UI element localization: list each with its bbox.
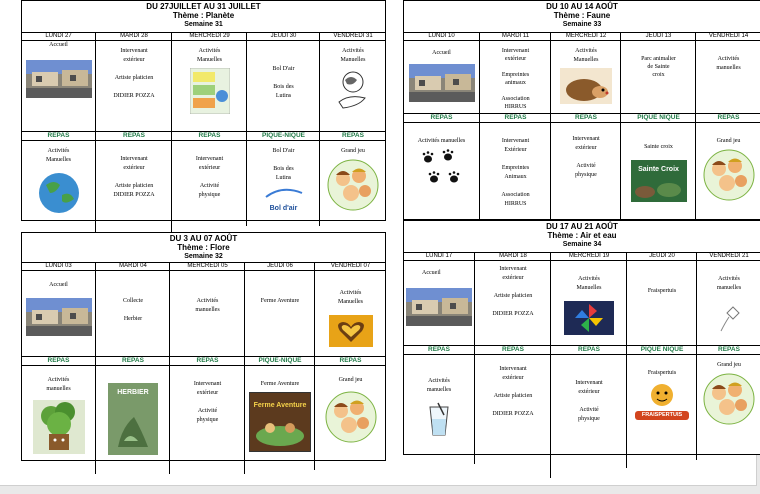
meal-label: REPAS [319, 131, 386, 141]
activity-cell [550, 41, 621, 117]
cell-line: Bois des [273, 166, 294, 172]
cell-line: Herbier [123, 316, 143, 322]
week-dates: DU 17 AU 21 AOÛT [546, 222, 618, 231]
kite-icon [717, 305, 741, 333]
cell-line: Accueil [49, 42, 68, 48]
day-header: JEUDI 30 [246, 32, 320, 41]
cell-line: Intervenant [195, 156, 224, 162]
ferme-aventure-logo-text: Ferme Aventure [253, 402, 307, 409]
hand-earth-icon [335, 68, 371, 110]
cell-line: Activités [718, 276, 740, 282]
week-theme: Thème : Faune [553, 11, 611, 20]
cell-line: Artiste platicien [493, 293, 533, 299]
week-31-table [21, 0, 386, 221]
fraispertuis-logo [635, 381, 689, 421]
poster-image [190, 68, 230, 114]
cell-line: Manuelles [340, 57, 366, 63]
cell-line [170, 398, 245, 407]
day-header: LUNDI 10 [404, 32, 479, 41]
cell-line: Intervenant [572, 136, 600, 142]
cell-line: Activités [428, 378, 450, 384]
week-header [22, 1, 385, 33]
activity-cell [474, 355, 551, 464]
kids-group-image [327, 159, 379, 211]
activity-cell [22, 366, 95, 470]
activity-cell [95, 141, 172, 234]
cell-line: Manuelles [338, 299, 363, 305]
activity-cell [695, 123, 760, 233]
cell-line: Activités [578, 276, 600, 282]
cell-line: Manuelles [197, 57, 222, 63]
cell-line [96, 65, 172, 74]
activity-cell [171, 41, 247, 135]
cell-line: Activités [196, 298, 219, 304]
cell-line: physique [196, 417, 219, 423]
kids-group-image [703, 373, 755, 425]
week-theme: Thème : Flore [177, 243, 230, 252]
week-dates: DU 27JUILLET AU 31 JUILLET [146, 2, 261, 11]
cell-line: Manuelles [46, 157, 71, 163]
cell-line: Activités [717, 56, 740, 62]
cell-line [172, 173, 247, 182]
day-header: LUNDI 03 [22, 262, 95, 271]
cell-line: extérieur [123, 57, 145, 63]
activity-cell [319, 41, 386, 135]
cell-line: Grand jeu [341, 148, 365, 154]
cell-line: extérieur [502, 275, 524, 281]
day-header: MARDI 04 [95, 262, 170, 271]
cell-line: Activité [579, 407, 599, 413]
cell-line: DIDIER POZZA [492, 311, 534, 317]
week-header [22, 233, 385, 263]
day-header: MARDI 11 [479, 32, 551, 41]
cell-line: Accueil [422, 270, 441, 276]
cell-line: physique [575, 172, 597, 178]
day-header: MARDI 18 [474, 252, 551, 261]
activity-cell [22, 141, 95, 226]
cell-line: DIDIER POZZA [492, 411, 534, 417]
cell-line: Extérieur [504, 147, 527, 153]
cell-line [247, 74, 320, 83]
day-header: MERCREDI 19 [550, 252, 627, 261]
activity-cell [550, 355, 627, 478]
day-header: MARDI 28 [95, 32, 172, 41]
cell-line: Association [501, 192, 530, 198]
activity-cell [246, 141, 320, 226]
activity-cell [696, 261, 760, 356]
activity-cell [171, 141, 247, 234]
week-header [404, 221, 760, 253]
cell-line: Activités [342, 48, 364, 54]
meal-label: REPAS [169, 356, 245, 366]
cell-line: Fraispertuis [647, 288, 677, 294]
cell-line: Lutins [275, 175, 292, 181]
school-building-image [406, 288, 472, 326]
meal-label: REPAS [474, 345, 551, 355]
cell-line: croix [652, 72, 665, 78]
meal-label: REPAS [695, 113, 760, 123]
cell-line: Intervenant [193, 381, 222, 387]
cell-line: Grand jeu [716, 138, 741, 144]
cell-line: Activité [576, 163, 596, 169]
week-theme: Thème : Planète [172, 11, 235, 20]
activity-cell [696, 355, 760, 460]
cell-line: Artiste platicien [493, 393, 533, 399]
cell-line: Activité [197, 408, 218, 414]
cell-line [480, 182, 551, 191]
cell-line: Accueil [49, 282, 68, 288]
week-theme: Thème : Air et eau [547, 231, 617, 240]
activity-cell [404, 123, 479, 233]
cell-line: Empreintes [501, 72, 530, 78]
cell-line: HIRRUS [504, 104, 527, 110]
meal-label: PIQUE-NIQUE [244, 356, 315, 366]
cell-line: extérieur [196, 390, 219, 396]
day-header: LUNDI 17 [404, 252, 474, 261]
week-number: Semaine 32 [184, 253, 223, 260]
day-header: MERCREDI 29 [171, 32, 247, 41]
activity-cell [314, 366, 386, 470]
cell-line: Association [501, 96, 530, 102]
cell-line: Accueil [432, 50, 451, 56]
sunflower-heart-image [329, 315, 373, 347]
week-number: Semaine 31 [184, 21, 223, 28]
cell-line [96, 306, 170, 315]
cell-line: Intervenant [499, 366, 527, 372]
cell-line: Grand jeu [338, 377, 363, 383]
day-header: JEUDI 13 [620, 32, 696, 41]
cell-line: Intervenant [499, 266, 527, 272]
meal-label: REPAS [22, 356, 95, 366]
day-header: LUNDI 27 [22, 32, 95, 41]
cell-line: Ferme Aventure [260, 298, 300, 304]
meal-label: REPAS [95, 356, 170, 366]
activity-cell [474, 261, 551, 346]
sainte-croix-logo [631, 160, 687, 202]
cell-line: Intervenant [120, 156, 148, 162]
day-header: VENDREDI 21 [696, 252, 760, 261]
activity-cell [169, 366, 245, 474]
globe-icon [36, 171, 82, 215]
activity-cell [319, 141, 386, 226]
cell-line: Activités [47, 148, 70, 154]
activity-cell [550, 261, 627, 356]
cell-line: Activités [47, 377, 70, 383]
cell-line: Bol D'air [272, 148, 295, 154]
cell-line: DIDIER POZZA [113, 93, 155, 99]
meal-label: REPAS [404, 113, 479, 123]
school-building-image [26, 298, 92, 336]
cell-line: Artiste platicien [114, 75, 154, 81]
cell-line: manuelles [46, 386, 71, 392]
cell-line: extérieur [504, 56, 527, 62]
cell-line: manuelles [716, 65, 741, 71]
cell-line: Grand jeu [717, 362, 741, 368]
activity-cell [95, 366, 170, 474]
cell-line [480, 87, 551, 95]
week-header [404, 1, 760, 33]
meal-label: REPAS [550, 113, 621, 123]
cell-line: extérieur [575, 145, 597, 151]
day-header: VENDREDI 14 [695, 32, 760, 41]
cell-line: Activités [198, 48, 221, 54]
day-header: VENDREDI 31 [319, 32, 386, 41]
meal-label: PIQUE-NIQUE [246, 131, 320, 141]
activity-cell [22, 41, 95, 129]
cell-line [475, 301, 551, 310]
activity-cell [626, 355, 697, 468]
cell-line: DIDIER POZZA [113, 192, 155, 198]
cell-line: Intervenant [120, 48, 148, 54]
cell-line: extérieur [123, 165, 145, 171]
cell-line: Intervenant [501, 48, 530, 54]
cell-line [480, 63, 551, 71]
meal-label: REPAS [479, 113, 551, 123]
cell-line: manuelles [716, 285, 742, 291]
ferme-aventure-logo [249, 392, 311, 452]
meal-label: REPAS [550, 345, 627, 355]
meal-label: PIQUE NIQUE [620, 113, 696, 123]
cell-line [247, 156, 320, 165]
cell-line: Activités [575, 48, 597, 54]
cell-line: Manuelles [576, 285, 602, 291]
meal-label: REPAS [696, 345, 760, 355]
plant-pot-image [33, 400, 85, 454]
cell-line: physique [578, 416, 600, 422]
activity-cell [404, 41, 479, 119]
meal-label: PIQUE NIQUE [626, 345, 697, 355]
activity-cell [404, 355, 474, 476]
school-building-image [409, 64, 475, 102]
cell-line: Activités [339, 290, 362, 296]
activity-cell [244, 366, 315, 474]
cell-line: extérieur [578, 389, 600, 395]
cell-line: Artiste platicien [114, 183, 154, 189]
day-header: MERCREDI 12 [550, 32, 621, 41]
cell-line: Animaux [504, 174, 527, 180]
activity-cell [95, 41, 172, 135]
cell-line: Ferme Aventure [260, 381, 300, 387]
cell-line: Activités manuelles [417, 138, 466, 144]
cell-line: Intervenant [575, 380, 603, 386]
activity-cell [479, 123, 551, 233]
cell-line: Empreintes [501, 165, 530, 171]
week-33-table [403, 0, 760, 220]
week-dates: DU 3 AU 07 AOÛT [169, 234, 238, 243]
cell-line: animaux [505, 80, 526, 86]
meal-label: REPAS [314, 356, 386, 366]
sainte-croix-logo-text: Sainte Croix [638, 166, 679, 173]
activity-cell [22, 271, 95, 365]
bol-dair-logo-text: Bol d'air [269, 205, 298, 211]
cell-line [96, 83, 172, 92]
hedgehog-image [560, 68, 612, 104]
day-header: VENDREDI 07 [314, 262, 386, 271]
week-number: Semaine 34 [562, 241, 602, 248]
cell-line: Parc animalier [641, 56, 676, 62]
cell-line [551, 153, 621, 162]
cell-line: Intervenant [501, 138, 530, 144]
activity-cell [479, 41, 551, 117]
cell-line: physique [198, 192, 221, 198]
day-header: MERCREDI 05 [169, 262, 245, 271]
day-header: JEUDI 20 [626, 252, 697, 261]
cell-line: Lutins [275, 93, 292, 99]
kids-group-image [325, 391, 377, 443]
school-building-image [26, 60, 92, 98]
week-dates: DU 10 AU 14 AOÛT [546, 2, 618, 11]
water-glass-icon [424, 401, 454, 437]
cell-line: HIRRUS [504, 201, 527, 207]
cell-line: Collecte [123, 298, 143, 304]
cell-line: extérieur [198, 165, 221, 171]
cell-line: de Sainte [647, 64, 670, 70]
cell-line: Fraispertuis [647, 370, 677, 376]
cell-line: manuelles [426, 387, 452, 393]
cell-line [475, 383, 551, 392]
activity-cell [404, 261, 474, 350]
meal-label: REPAS [171, 131, 247, 141]
cell-line [475, 283, 551, 292]
meal-label: REPAS [95, 131, 172, 141]
cell-line: extérieur [502, 375, 524, 381]
cell-line: Bol D'air [272, 66, 295, 72]
herbier-book-image [108, 383, 158, 455]
bol-dair-logo [262, 187, 306, 211]
cell-line [551, 397, 627, 406]
activity-cell [550, 123, 621, 231]
cell-line [475, 401, 551, 410]
cell-line: Activité [199, 183, 220, 189]
cell-line [480, 155, 551, 164]
week-number: Semaine 33 [562, 21, 602, 28]
pinwheel-image [564, 301, 614, 335]
cell-line: Manuelles [573, 57, 599, 63]
day-header: JEUDI 06 [244, 262, 315, 271]
cell-line: Sainte croix [644, 144, 673, 150]
cell-line: Bois des [273, 84, 294, 90]
kids-group-image [703, 149, 755, 201]
cell-line: manuelles [195, 307, 220, 313]
week-32-table [21, 232, 386, 461]
week-34-table [403, 220, 760, 455]
paw-prints-icon [420, 149, 464, 189]
cell-line [96, 173, 172, 182]
herbier-book-text: HERBIER [117, 389, 149, 396]
meal-label: REPAS [22, 131, 95, 141]
meal-label: REPAS [404, 345, 474, 355]
fraispertuis-logo-text: FRAISPERTUIS [635, 411, 689, 420]
